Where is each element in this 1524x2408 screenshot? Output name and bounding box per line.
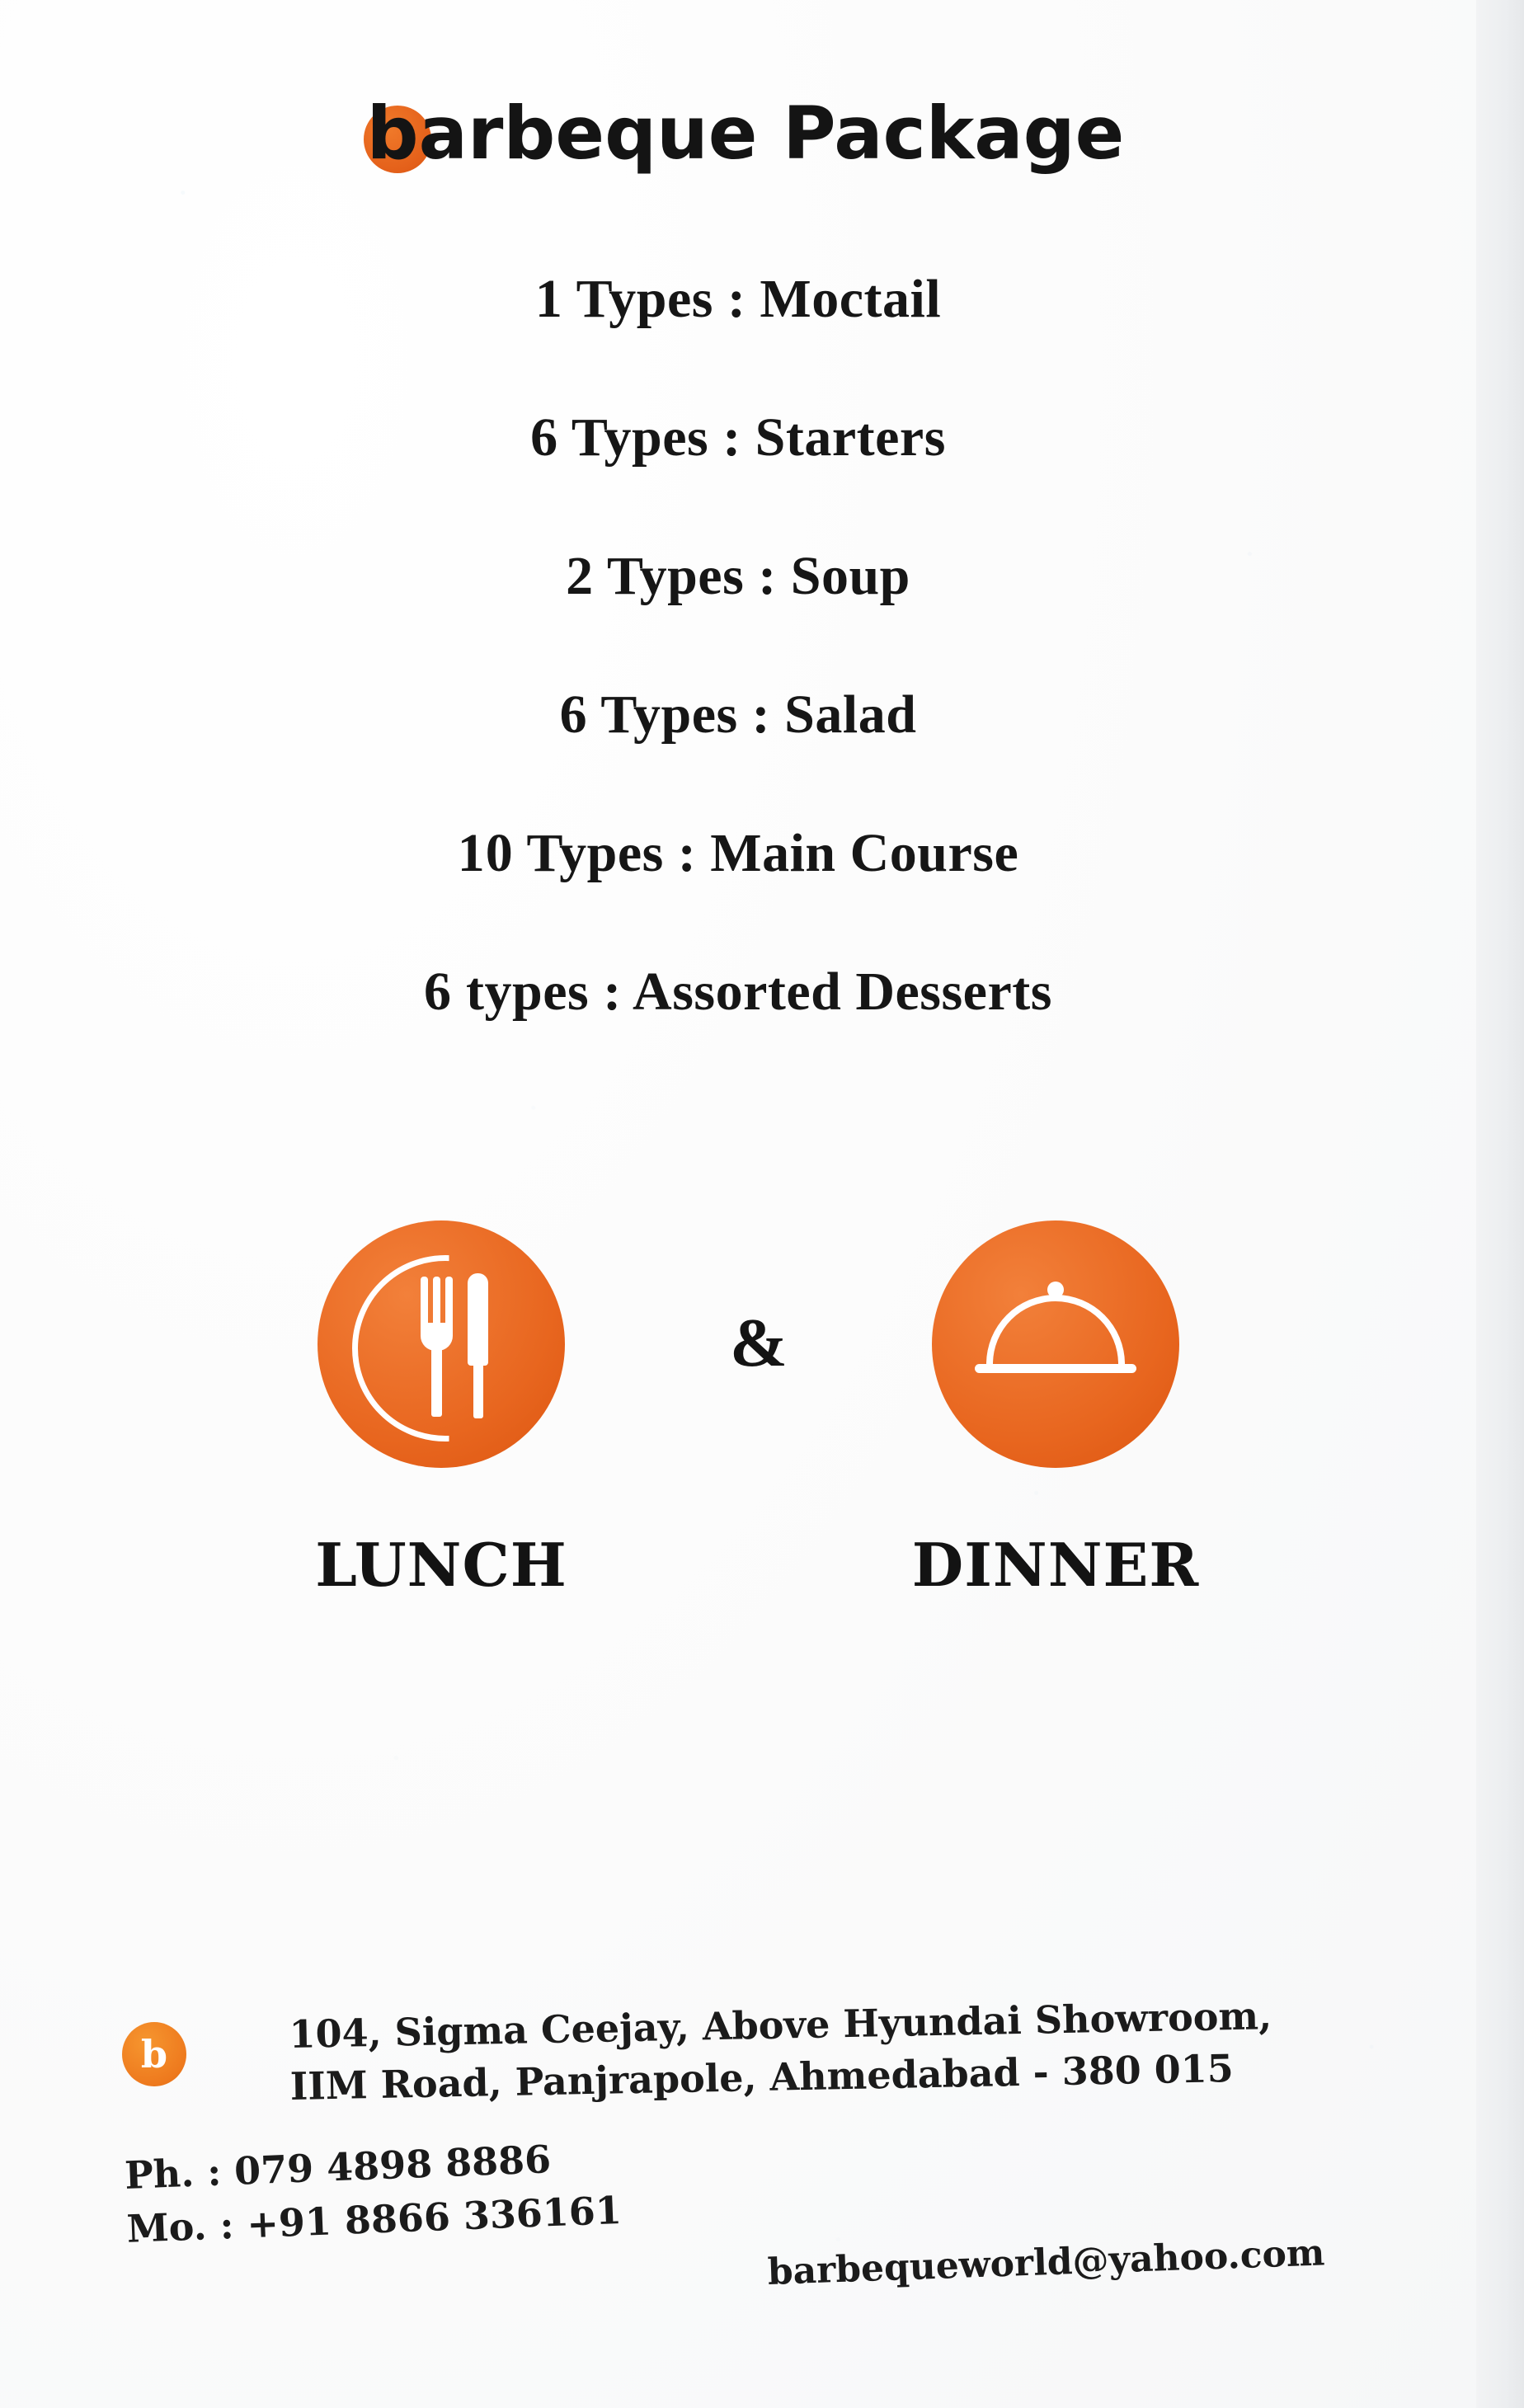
item-label: Types : Starters bbox=[571, 407, 946, 468]
meal-labels-row bbox=[0, 1530, 1476, 1620]
item-label: Types : Salad bbox=[600, 684, 917, 745]
item-count: 10 bbox=[457, 823, 514, 883]
scan-edge-shadow bbox=[1476, 0, 1524, 2408]
page-title-text: barbeque Package bbox=[366, 91, 1125, 176]
lunch-label: LUNCH bbox=[315, 1530, 567, 1600]
cloche-serving-dome-icon bbox=[932, 1220, 1179, 1468]
brand-logo-icon: b bbox=[122, 2022, 186, 2086]
item-count: 1 bbox=[534, 269, 563, 329]
address-line-1: 104, Sigma Ceejay, Above Hyundai Showroom, bbox=[289, 1993, 1272, 2057]
phone-block bbox=[124, 2130, 623, 2257]
list-item bbox=[0, 546, 1476, 606]
fork-knife-plate-icon bbox=[318, 1220, 565, 1468]
dinner-label: DINNER bbox=[911, 1530, 1200, 1600]
address-line-2: IIM Road, Panjrapole, Ahmedabad - 380 015 bbox=[289, 2046, 1235, 2109]
item-label: Types : Main Course bbox=[526, 823, 1019, 883]
item-count: 6 bbox=[559, 684, 588, 745]
address-block bbox=[289, 1990, 1273, 2114]
fork-icon bbox=[418, 1277, 454, 1415]
item-count: 6 bbox=[530, 407, 559, 468]
email-address: barbequeworld@yahoo.com bbox=[767, 2232, 1326, 2293]
page-title bbox=[0, 91, 1476, 176]
item-label: types : Assorted Desserts bbox=[466, 962, 1052, 1022]
list-item bbox=[0, 823, 1476, 883]
item-count: 2 bbox=[566, 546, 595, 606]
ampersand-separator: & bbox=[730, 1305, 788, 1381]
list-item bbox=[0, 269, 1476, 329]
item-label: Types : Soup bbox=[606, 546, 910, 606]
knife-icon bbox=[468, 1273, 489, 1418]
item-label: Types : Moctail bbox=[576, 269, 942, 329]
item-count: 6 bbox=[424, 962, 453, 1022]
list-item bbox=[0, 407, 1476, 468]
list-item bbox=[0, 684, 1476, 745]
footer-contact-block bbox=[0, 1993, 1476, 2408]
mobile-line: Mo. : +91 8866 336161 bbox=[125, 2188, 623, 2252]
phone-line: Ph. : 079 4898 8886 bbox=[124, 2137, 553, 2198]
package-item-list bbox=[0, 269, 1476, 1103]
meal-icons-row bbox=[0, 1220, 1476, 1468]
list-item bbox=[0, 962, 1476, 1022]
